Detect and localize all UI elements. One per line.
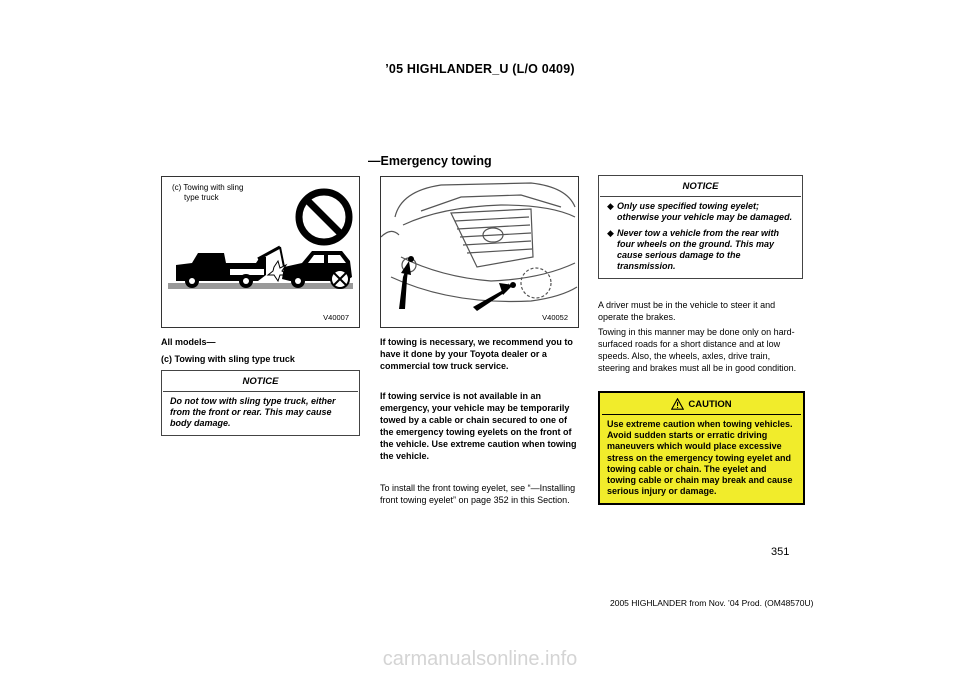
notice-heading: NOTICE [600, 176, 801, 197]
caution-heading-row [602, 393, 801, 415]
warning-triangle-icon [671, 398, 684, 410]
caution-box [598, 391, 805, 505]
figure-sling-tow [161, 176, 360, 328]
figure-code: V40007 [323, 313, 349, 322]
tow-truck-shape [176, 247, 284, 288]
paragraph-install-eyelet: To install the front towing eyelet, see “—Installing front towing eyelet” on page 352 in this Section. [380, 483, 576, 505]
sling-tow-illustration [162, 177, 359, 327]
paragraph-recommend: If towing is necessary, we recommend you to have it done by your Toyota dealer or a commercial tow truck service. [380, 337, 573, 371]
page-number: 351 [771, 546, 790, 558]
watermark: carmanualsonline.info [382, 648, 578, 670]
document-footer: 2005 HIGHLANDER from Nov. ’04 Prod. (OM48570U) [610, 598, 814, 608]
section-title: —Emergency towing [368, 154, 492, 168]
paragraph-towing-conditions: Towing in this manner may be done only on hard-surfaced roads for a short distance and at low speeds. Also, the wheels, axles, drive train, steering and brakes must all be in good condition. [598, 327, 797, 373]
figure-caption: (c) Towing with sling type truck [172, 183, 244, 202]
models-label: All models— [161, 337, 216, 347]
towed-vehicle-shape [282, 251, 352, 288]
front-vehicle-illustration [381, 177, 578, 327]
figure-towing-eyelet [380, 176, 579, 328]
caution-heading: CAUTION [688, 398, 732, 410]
document-header: ’05 HIGHLANDER_U (L/O 0409) [385, 62, 575, 76]
notice-box-left [161, 370, 360, 436]
subheading-sling: (c) Towing with sling type truck [161, 354, 295, 364]
notice-bullet: ◆ Only use specified towing eyelet; otherwise your vehicle may be damaged. [607, 201, 793, 222]
notice-heading: NOTICE [163, 371, 358, 392]
figure-code: V40052 [542, 313, 568, 322]
prohibited-icon [299, 192, 349, 242]
caution-text: Use extreme caution when towing vehicles. Avoid sudden starts or erratic driving maneuvers which would place excessive stress on the emergency towing eyelet and towing cable or chain. The eyelet and towing cable or chain may break and cause serious injury or damage. [607, 419, 793, 497]
notice-box-right [598, 175, 803, 279]
notice-bullet: ◆ Never tow a vehicle from the rear with four wheels on the ground. This may cause serious damage to the transmission. [607, 228, 780, 271]
notice-text: Do not tow with sling type truck, either from the front or rear. This may cause body damage. [170, 396, 336, 428]
diamond-bullet-icon: ◆ [607, 201, 614, 211]
paragraph-emergency: If towing service is not available in an emergency, your vehicle may be temporarily towed by a cable or chain secured to one of the emergency towing eyelets on the front of the vehicle. Use extreme caution when towing the vehicle. [380, 391, 577, 461]
paragraph-driver: A driver must be in the vehicle to steer it and operate the brakes. [598, 300, 776, 322]
diamond-bullet-icon: ◆ [607, 228, 614, 238]
